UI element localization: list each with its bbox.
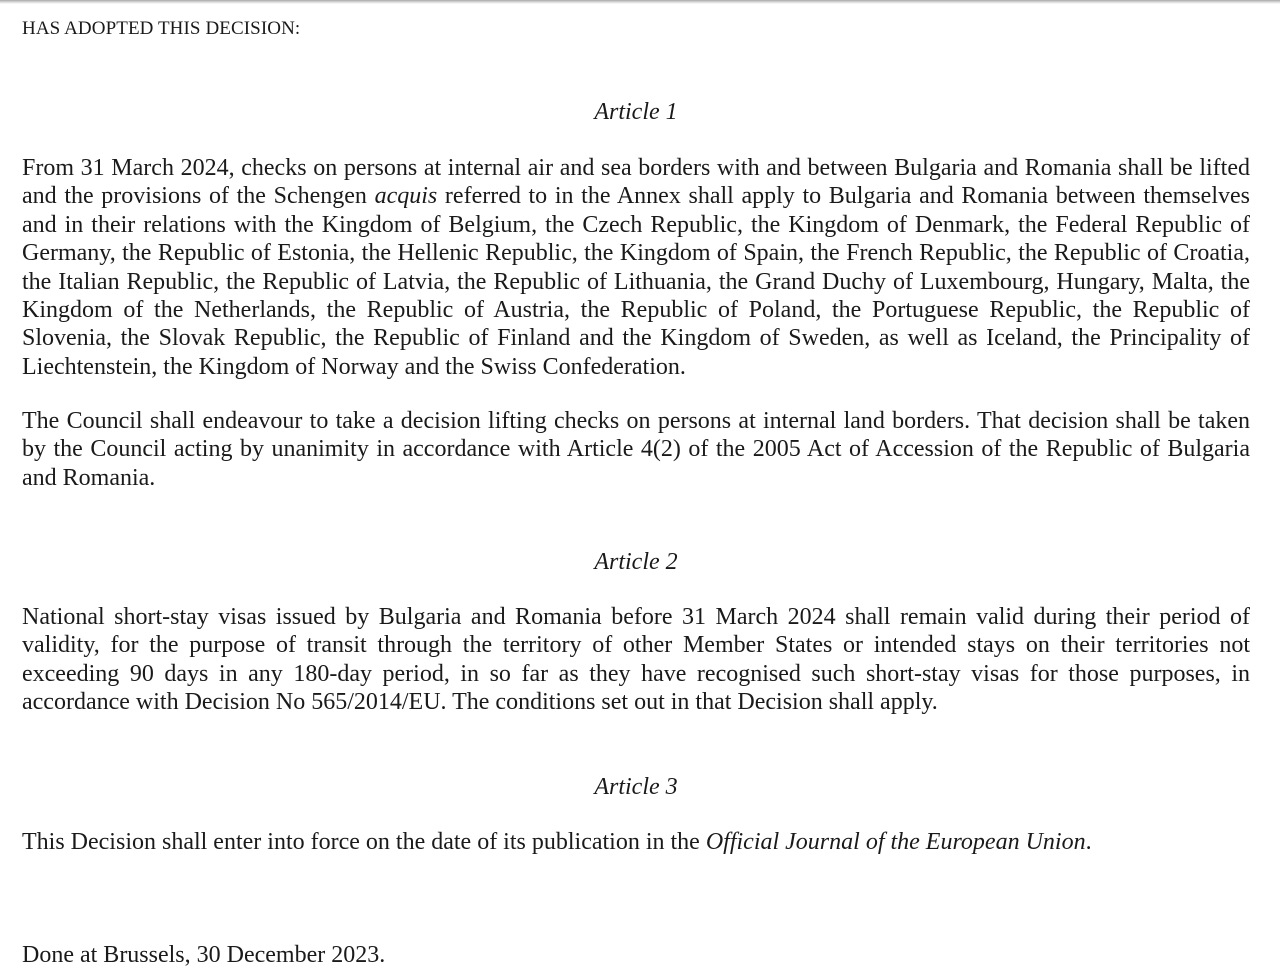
article-3-heading: Article 3	[594, 774, 678, 800]
article-1-heading: Article 1	[594, 99, 678, 125]
article-3-paragraph-1	[22, 828, 1250, 856]
article-3-p1-text-b: .	[1085, 829, 1092, 855]
article-1-paragraph-1	[22, 154, 1250, 381]
article-2-paragraph-1: National short-stay visas issued by Bulgaria and Romania before 31 March 2024 shall remain valid during their period of validity, for the purpose of transit through the territory of other Member States or intended stays on their territories not exceeding 90 days in any 180-day period, in so far as they have recognised such short-stay visas for those purposes, in accordance with Decision No 565/2014/EU. The conditions set out in that Decision shall apply.	[22, 604, 1250, 716]
article-1-paragraph-2: The Council shall endeavour to take a decision lifting checks on persons at internal land borders. That decision shall be taken by the Council acting by unanimity in accordance with Article 4(2) of the 2005 Act of Accession of the Republic of Bulgaria and Romania.	[22, 408, 1250, 491]
done-at-line: Done at Brussels, 30 December 2023.	[22, 942, 386, 968]
article-3-p1-text-a: This Decision shall enter into force on the date of its publication in the	[22, 829, 706, 855]
official-journal-title: Official Journal of the European Union	[705, 829, 1086, 855]
adopted-statement: HAS ADOPTED THIS DECISION:	[22, 18, 301, 39]
window-top-edge	[0, 0, 1280, 4]
article-1-p1-text-a: From 31 March 2024, checks on persons at internal air and sea borders with and between Bulgaria and Romania shall be lifted and the provisions of the Schengen	[22, 155, 1250, 210]
article-1-p1-italic-term: acquis	[374, 183, 438, 210]
article-2-heading: Article 2	[594, 549, 678, 575]
article-1-p1-text-b: referred to in the Annex shall apply to Bulgaria and Romania between themselves and in their relations with the Kingdom of Belgium, the Czech Republic, the Kingdom of Denmark, the Federal Republic of Germany, the Republic of Estonia, the Hellenic Republic, the Kingdom of Spain, the French Republic, the Republic of Croatia, the Italian Republic, the Republic of Latvia, the Republic of Lithuania, the Grand Duchy of Luxembourg, Hungary, Malta, the Kingdom of the Netherlands, the Republic of Austria, the Republic of Poland, the Portuguese Republic, the Republic of Slovenia, the Slovak Republic, the Republic of Finland and the Kingdom of Sweden, as well as Iceland, the Principality of Liechtenstein, the Kingdom of Norway and the Swiss Confederation.	[22, 183, 1250, 380]
